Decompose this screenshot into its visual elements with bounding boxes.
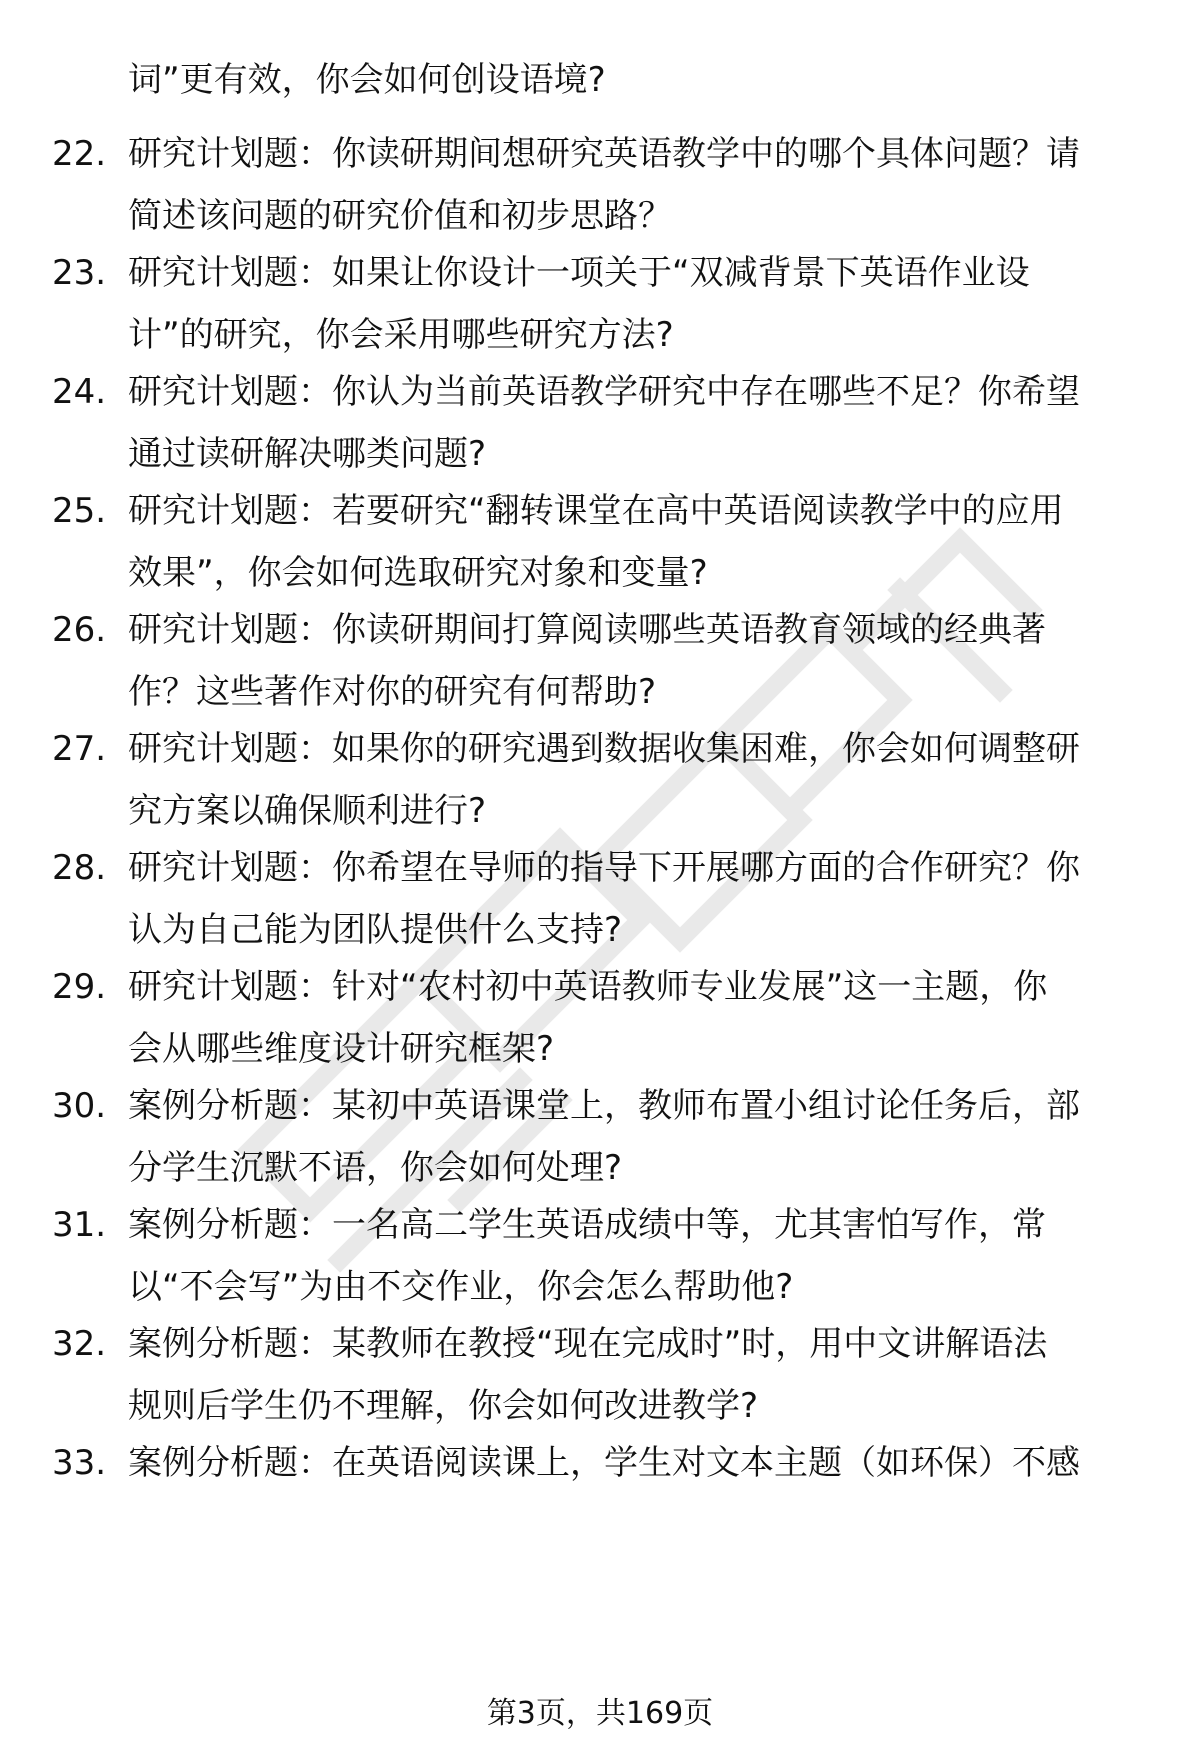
question-text-line2: 究方案以确保顺利进行?: [128, 791, 487, 831]
question-text-line1: 研究计划题：如果你的研究遇到数据收集困难，你会如何调整研: [128, 729, 1080, 769]
question-number: 30.: [52, 1086, 107, 1126]
question-text-line1: 研究计划题：若要研究“翻转课堂在高中英语阅读教学中的应用: [128, 491, 1064, 531]
question-number: 29.: [52, 967, 107, 1007]
question-text-line2: 分学生沉默不语，你会如何处理?: [128, 1148, 623, 1188]
question-text-line2: 简述该问题的研究价值和初步思路？: [128, 196, 672, 236]
page-footer: 第3页，共169页: [486, 1696, 714, 1731]
question-number: 26.: [52, 610, 107, 650]
question-text-line2: 作？这些著作对你的研究有何帮助?: [128, 672, 657, 712]
question-text-line1: 研究计划题：你认为当前英语教学研究中存在哪些不足？你希望: [128, 372, 1080, 412]
question-number: 31.: [52, 1205, 107, 1245]
question-text-line1: 案例分析题：在英语阅读课上，学生对文本主题（如环保）不感: [128, 1443, 1080, 1483]
question-text-line1: 案例分析题：某教师在教授“现在完成时”时，用中文讲解语法: [128, 1324, 1048, 1364]
question-text-line2: 以“不会写”为由不交作业，你会怎么帮助他?: [128, 1267, 794, 1307]
question-number: 27.: [52, 729, 107, 769]
question-text-line1: 案例分析题：某初中英语课堂上，教师布置小组讨论任务后，部: [128, 1086, 1080, 1126]
question-number: 33.: [52, 1443, 107, 1483]
continuation-text: 词”更有效，你会如何创设语境?: [128, 60, 606, 100]
question-number: 32.: [52, 1324, 107, 1364]
question-text-line2: 计”的研究，你会采用哪些研究方法?: [128, 315, 674, 355]
question-text-line1: 研究计划题：你希望在导师的指导下开展哪方面的合作研究？你: [128, 848, 1080, 888]
question-text-line1: 研究计划题：针对“农村初中英语教师专业发展”这一主题，你: [128, 967, 1048, 1007]
question-text-line2: 通过读研解决哪类问题?: [128, 434, 487, 474]
question-text-line2: 效果”，你会如何选取研究对象和变量?: [128, 553, 708, 593]
question-text-line2: 规则后学生仍不理解，你会如何改进教学?: [128, 1386, 759, 1426]
question-number: 22.: [52, 134, 107, 174]
question-number: 28.: [52, 848, 107, 888]
question-text-line1: 研究计划题：你读研期间想研究英语教学中的哪个具体问题？请: [128, 134, 1080, 174]
question-number: 23.: [52, 253, 107, 293]
question-number: 25.: [52, 491, 107, 531]
question-text-line2: 会从哪些维度设计研究框架?: [128, 1029, 555, 1069]
question-text-line1: 案例分析题：一名高二学生英语成绩中等，尤其害怕写作，常: [128, 1205, 1046, 1245]
question-text-line1: 研究计划题：你读研期间打算阅读哪些英语教育领域的经典著: [128, 610, 1046, 650]
question-text-line2: 认为自己能为团队提供什么支持?: [128, 910, 623, 950]
question-number: 24.: [52, 372, 107, 412]
question-text-line1: 研究计划题：如果让你设计一项关于“双减背景下英语作业设: [128, 253, 1030, 293]
